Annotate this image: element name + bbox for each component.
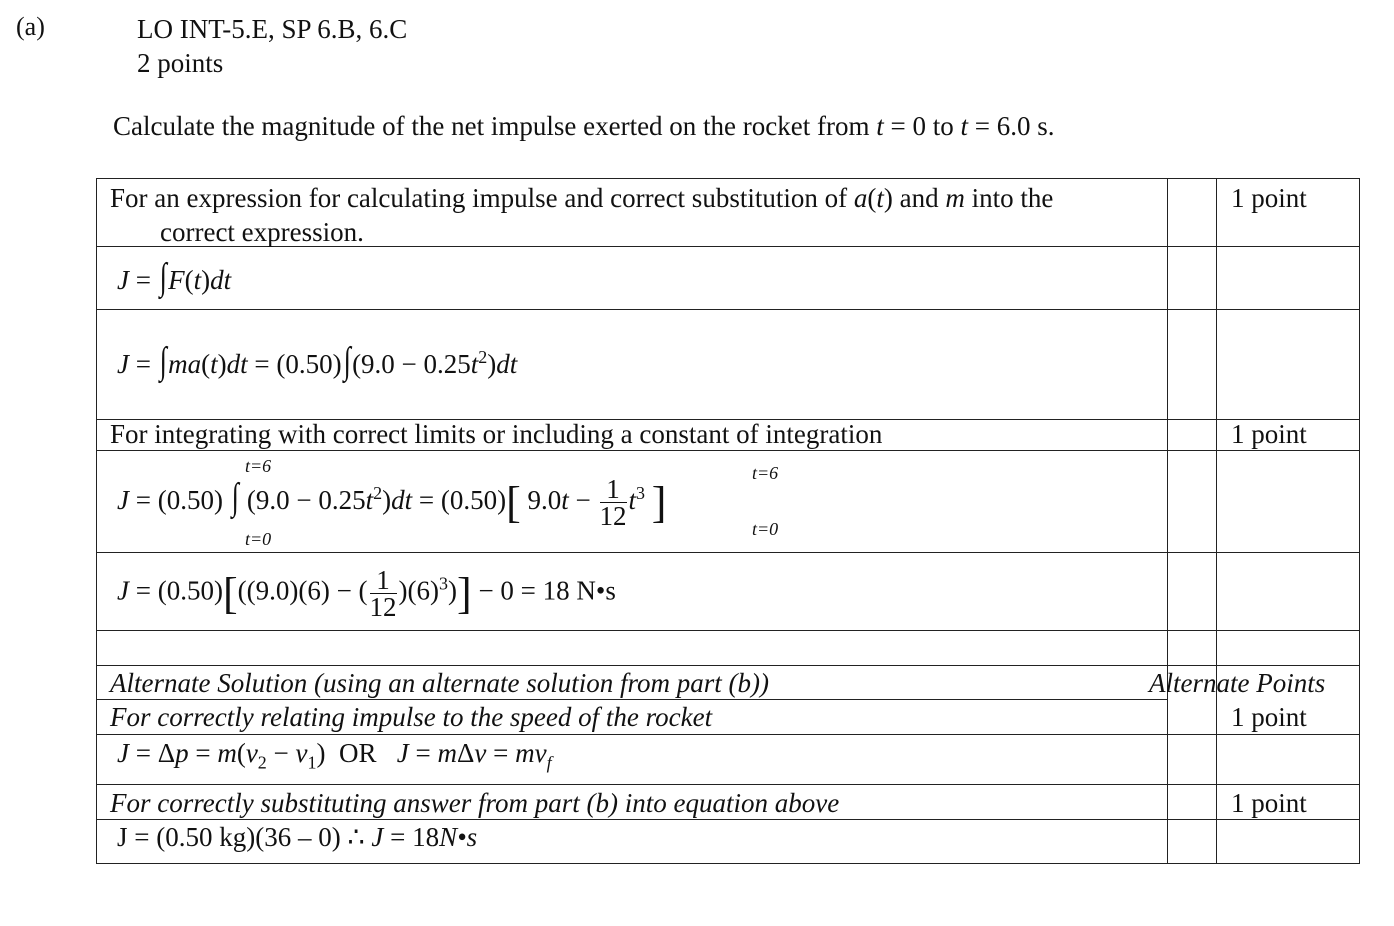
points-total: 2 points xyxy=(137,48,224,78)
criterion-2: For integrating with correct limits or including a constant of integration xyxy=(110,419,883,449)
points-4: 1 point xyxy=(1231,788,1307,818)
scoring-table xyxy=(96,178,1360,864)
bracket-lower-limit: t=0 xyxy=(752,519,779,539)
upper-limit: t=6 xyxy=(245,456,272,476)
question-text: Calculate the magnitude of the net impulse exerted on the rocket from t = 0 to t = 6.0 s. xyxy=(113,111,1055,141)
row-divider xyxy=(97,784,1359,785)
alternate-points-label: Alternate Points xyxy=(1149,668,1326,698)
alternate-solution-title: Alternate Solution (using an alternate solution from part (b)) xyxy=(110,668,769,698)
column-divider xyxy=(1167,179,1168,863)
equation-impulse-substituted: $J = \int ma(t)dt = (0.50)\int(9.0 - 0.25t^2)dt$ xyxy=(117,340,518,382)
row-divider xyxy=(97,734,1359,735)
points-1: 1 point xyxy=(1231,183,1307,213)
equation-impulse-integral: J = ∫F(t)dt xyxy=(117,256,232,298)
equation-momentum: $J = \Delta p = m(v_2 - v_1)$ OR $J = m\Delta v = mv_f$ xyxy=(117,738,552,773)
part-label: (a) xyxy=(16,12,45,41)
learning-objective: LO INT-5.E, SP 6.B, 6.C xyxy=(137,14,408,44)
column-divider xyxy=(1216,179,1217,863)
equation-evaluated: J = (0.50)[((9.0)(6) − ( $\frac{1}{12}$ )$(6)^3)] - 0 = 18$ N•s xyxy=(117,565,616,622)
criterion-1: For an expression for calculating impulse and correct substitution of a(t) and m into the correct expression. xyxy=(110,183,1054,247)
row-divider xyxy=(97,552,1359,553)
points-3: 1 point xyxy=(1231,702,1307,732)
lower-limit: t=0 xyxy=(245,529,272,549)
bracket-upper-limit: t=6 xyxy=(752,463,779,483)
equation-final: J = (0.50 kg)(36 – 0) ∴ J = 18N•s xyxy=(117,822,478,852)
equation-definite-integral: J = (0.50) ∫ $(9.0 - 0.25t^2)dt = (0.50)$[ 9.0t − $\frac{1}{12}$ $t^3$ ] xyxy=(117,474,667,532)
criterion-3: For correctly relating impulse to the speed of the rocket xyxy=(110,702,713,732)
learning-objective-block xyxy=(137,12,407,80)
row-divider xyxy=(97,630,1359,631)
row-divider xyxy=(97,309,1359,310)
points-2: 1 point xyxy=(1231,419,1307,449)
criterion-4: For correctly substituting answer from part (b) into equation above xyxy=(110,788,840,818)
